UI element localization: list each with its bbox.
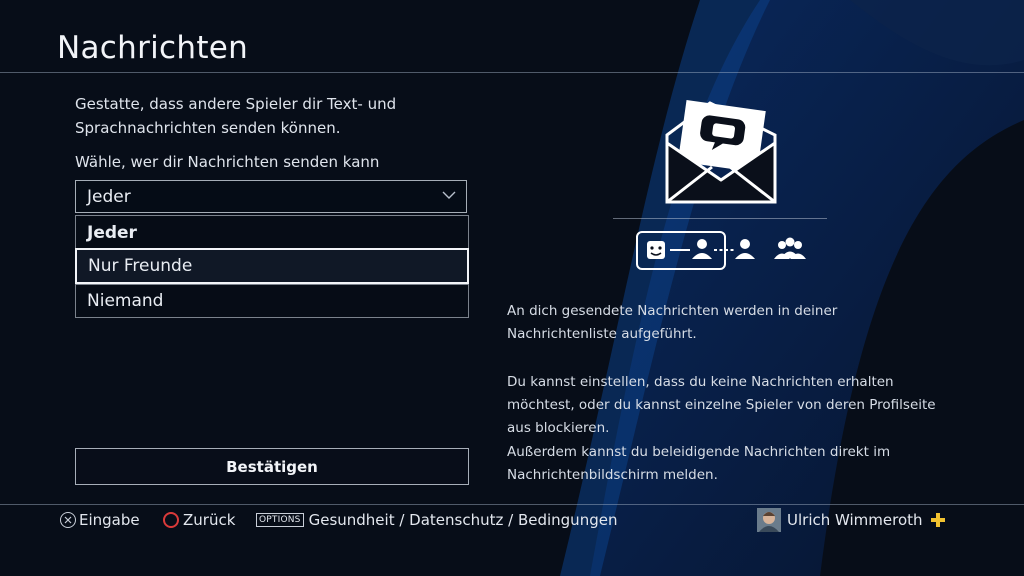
- cross-button-icon: [60, 512, 76, 528]
- chevron-down-icon: [442, 190, 456, 200]
- option-nur-freunde[interactable]: Nur Freunde: [75, 248, 469, 284]
- cross-button-label: Eingabe: [79, 511, 140, 529]
- dropdown-selected-value: Jeder: [87, 186, 131, 207]
- choose-sender-label: Wähle, wer dir Nachrichten senden kann: [75, 153, 380, 171]
- options-button-hint[interactable]: [256, 508, 617, 532]
- options-key-icon: OPTIONS: [256, 513, 304, 527]
- option-niemand[interactable]: Niemand: [75, 284, 469, 318]
- options-button-label: Gesundheit / Datenschutz / Bedingungen: [308, 511, 618, 529]
- info-paragraph-3: Außerdem kannst du beleidigende Nachrichten direkt im Nachrichtenbildschirm melden.: [507, 444, 891, 483]
- self-face-icon: [647, 241, 665, 259]
- option-jeder[interactable]: Jeder: [75, 215, 469, 249]
- circle-button-label: Zurück: [183, 511, 236, 529]
- envelope-message-icon: [600, 95, 790, 210]
- page-title: Nachrichten: [57, 30, 249, 66]
- relationship-diagram: [636, 231, 811, 271]
- message-permission-dropdown[interactable]: [75, 180, 467, 213]
- cross-button-hint[interactable]: [60, 508, 140, 532]
- friend-icon: [692, 239, 712, 259]
- avatar: [757, 508, 781, 532]
- info-paragraph-1: An dich gesendete Nachrichten werden in deiner Nachrichtenliste aufgeführt.: [507, 303, 838, 342]
- footer-divider: [0, 504, 1024, 505]
- circle-button-hint[interactable]: [163, 508, 235, 532]
- illustration-divider: [613, 218, 827, 219]
- plus-icon: [931, 513, 945, 527]
- settings-description: Gestatte, dass andere Spieler dir Text- und Sprachnachrichten senden können.: [75, 95, 397, 137]
- confirm-button[interactable]: Bestätigen: [75, 448, 469, 485]
- info-paragraph-2: Du kannst einstellen, dass du keine Nachrichten erhalten möchtest, oder du kannst einzelne Spieler von deren Profilseite aus blockieren.: [507, 374, 936, 436]
- group-icon: [774, 238, 806, 260]
- user-name: Ulrich Wimmeroth: [787, 511, 923, 529]
- user-profile[interactable]: [757, 508, 945, 532]
- circle-button-icon: [163, 512, 179, 528]
- header-divider: [0, 72, 1024, 73]
- friend-of-friend-icon: [735, 239, 755, 259]
